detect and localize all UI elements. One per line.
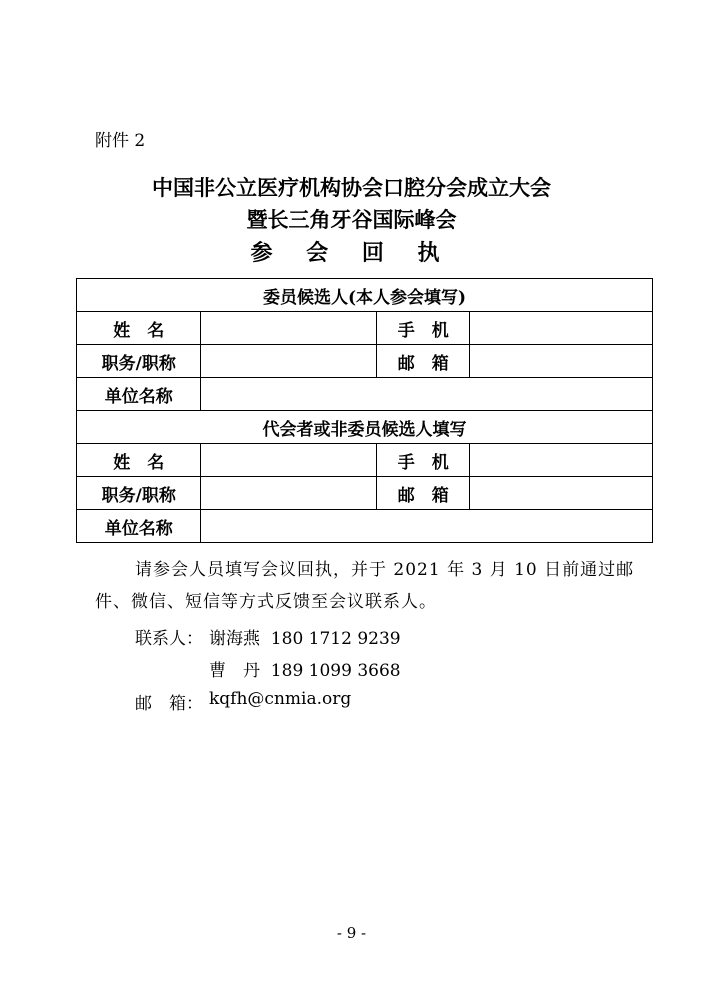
attachment-label: 附件 2 [95, 131, 146, 151]
section2-org-field[interactable] [201, 510, 653, 543]
section2-phone-field[interactable] [470, 444, 653, 477]
email-label: 邮 箱 [377, 477, 470, 510]
document-title-line1: 中国非公立医疗机构协会口腔分会成立大会 [152, 175, 551, 200]
section2-org-row [77, 510, 653, 543]
contact-email-label: 邮 箱： [135, 694, 203, 714]
document-title-line3: 参 会 回 执 [250, 240, 453, 266]
registration-form-table [76, 278, 653, 543]
section2-header: 代会者或非委员候选人填写 [77, 411, 653, 444]
section1-header-row [77, 279, 653, 312]
contact-person-2: 曹 丹 189 1099 3668 [209, 661, 401, 681]
section2-position-field[interactable] [201, 477, 377, 510]
section1-org-row [77, 378, 653, 411]
section2-position-row [77, 477, 653, 510]
name-label: 姓 名 [77, 444, 201, 477]
phone-label: 手 机 [377, 312, 470, 345]
contact-person-1: 谢海燕 180 1712 9239 [209, 629, 401, 649]
page-number: - 9 - [336, 924, 367, 942]
section2-email-field[interactable] [470, 477, 653, 510]
section1-position-row [77, 345, 653, 378]
section1-org-field[interactable] [201, 378, 653, 411]
document-title-line2: 暨长三角牙谷国际峰会 [246, 207, 457, 232]
phone-label: 手 机 [377, 444, 470, 477]
section2-header-row [77, 411, 653, 444]
org-label: 单位名称 [77, 378, 201, 411]
name-label: 姓 名 [77, 312, 201, 345]
email-label: 邮 箱 [377, 345, 470, 378]
contact-email-value: kqfh@cnmia.org [209, 689, 352, 709]
org-label: 单位名称 [77, 510, 201, 543]
section1-header: 委员候选人(本人参会填写) [77, 279, 653, 312]
position-label: 职务/职称 [77, 345, 201, 378]
section2-name-field[interactable] [201, 444, 377, 477]
position-label: 职务/职称 [77, 477, 201, 510]
section1-phone-field[interactable] [470, 312, 653, 345]
section2-name-row [77, 444, 653, 477]
section1-email-field[interactable] [470, 345, 653, 378]
section1-position-field[interactable] [201, 345, 377, 378]
section1-name-row [77, 312, 653, 345]
section1-name-field[interactable] [201, 312, 377, 345]
notice-paragraph: 请参会人员填写会议回执，并于 2021 年 3 月 10 日前通过邮件、微信、短信等方式反馈至会议联系人。 [95, 560, 635, 612]
contact-label: 联系人： [135, 629, 203, 649]
